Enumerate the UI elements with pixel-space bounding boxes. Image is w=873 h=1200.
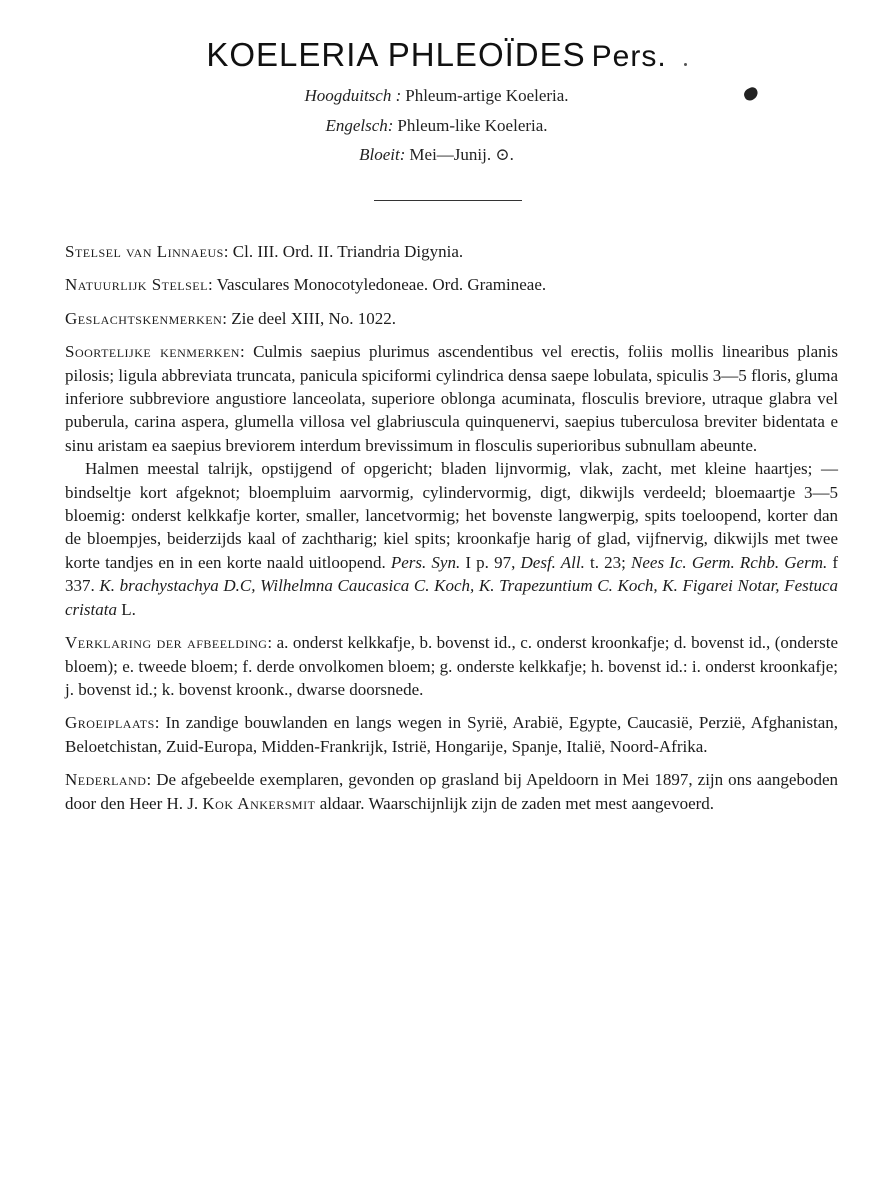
flowering-line bbox=[0, 145, 873, 165]
synonym-author: L. bbox=[121, 599, 136, 619]
english-name: Phleum-like Koeleria. bbox=[397, 116, 548, 135]
linnaeus-text: Cl. III. Ord. II. Triandria Digynia. bbox=[232, 242, 464, 261]
english-label: Engelsch: bbox=[325, 116, 394, 135]
flowering-label: Bloeit: bbox=[359, 145, 406, 164]
german-label: Hoogduitsch : bbox=[304, 86, 402, 105]
reference-plate: t. 23; bbox=[590, 552, 626, 572]
synonyms: K. brachystachya D.C, Wilhelmna Caucasica C. Koch, K. Trapezuntium C. Koch, K. Figarei Notar, Festuca cristata bbox=[65, 576, 838, 619]
reference-page: I p. 97, bbox=[465, 552, 516, 572]
habitat-section: Groeiplaats: In zandige bouwlanden en langs wegen in Syrië, Arabië, Egypte, Caucasië, Perzië, Afghanistan, Beloetchistan, Zuid-Europa, Midden-Frankrijk, Istrië, Hongarije, Spanje, Italië, Noord-Afrika. bbox=[65, 713, 838, 756]
natural-system-section: Natuurlijk Stelsel: Vasculares Monocotyledoneae. Ord. Gramineae. bbox=[65, 275, 547, 295]
genus-characters-text: Zie deel XIII, No. 1022. bbox=[231, 308, 397, 328]
author-abbrev: Pers. bbox=[591, 40, 667, 73]
reference-figure: f 337. bbox=[65, 552, 839, 596]
netherlands-text: De afgebeelde exemplaren, gevonden op grasland bij Apeldoorn in Mei 1897, zijn ons aangeboden door den Heer H. J. bbox=[65, 770, 838, 813]
species-characters-label: Soortelijke kenmerken bbox=[65, 342, 240, 362]
german-name-line bbox=[0, 86, 873, 106]
page-title bbox=[0, 36, 873, 74]
netherlands-section: Nederland: De afgebeelde exemplaren, gevonden op grasland bij Apeldoorn in Mei 1897, zijn ons aangeboden door den Heer H. J. Kok Ankersmit aldaar. Waarschijnlijk zijn de zaden met mest aangevoerd. bbox=[65, 770, 838, 813]
explanation-text: a. onderst kelkkafje, b. bovenst id., c. onderst kroonkafje; d. bovenst id., (onderste bloem); e. tweede bloem; f. derde onvolkomen bloem; g. onderste kelkkafje; h. bovenst id.: i. onderst kroonkafje; j. bovenst id.; k. bovenst kroonk., dwarse doorsnede. bbox=[65, 633, 838, 699]
species-characters-section: Soortelijke kenmerken: Culmis saepius plurimus ascendentibus vel erectis, foliis mollis linearibus planis pilosis; ligula abbreviata truncata, panicula spiciformi cylindrica densa saepe lobulata, spiculis 3—5 floris, gluma inferiore subbreviore angustiore lanceolata, superiore oblonga acuminata, flosculis breviore, utraque glabra vel puberula, carina aspera, glumella villosa vel glabriuscula quinquenervi, saepius tuberculosa breviter bidentata e sinu aristam ea saepius breviorem interdum brevissimum in flosculis superioribus subnullam abeunte. bbox=[65, 342, 838, 455]
linnaeus-label: Stelsel van Linnaeus bbox=[65, 242, 224, 261]
flowering-period: Mei—Junij. ⊙. bbox=[409, 145, 514, 164]
reference-desfontaines: Desf. All. bbox=[520, 552, 585, 572]
english-name-line bbox=[0, 116, 873, 136]
divider-rule bbox=[374, 200, 522, 201]
species-characters-text: Culmis saepius plurimus ascendentibus vel erectis, foliis mollis linearibus planis pilosis; ligula abbreviata truncata, panicula spiciformi cylindrica densa saepe lobulata, spiculis 3—5 floris, gluma inferiore subbreviore angustiore lanceolata, superiore oblonga acuminata, flosculis breviore, utraque glabra vel puberula, carina aspera, glumella villosa vel glabriuscula quinquenervi, saepius tuberculosa breviter bidentata e sinu aristam ea saepius breviorem interdum brevissimum in flosculis superioribus subnullam abeunte. bbox=[65, 342, 838, 455]
dutch-description-text: Halmen meestal talrijk, opstijgend of opgericht; bladen lijnvormig, vlak, zacht, met kleine haartjes; — bindseltje kort afgeknot; bloempluim aarvormig, cylindervormig, digt, dikwijls verdeeld; bloemaartje 3—5 bloemig: onderst kelkkafje korter, smaller, lancetvormig; het bovenste langwerpig, spits toeloopend, korter dan de bloempjes, beiderzijds kaal of zachtharig; kiel spits; kroonkafje harig of glad, vijfnervig, dikwijls met twee korte tandjes en in een korte naald uitloopend. bbox=[65, 459, 838, 572]
print-speck bbox=[684, 63, 687, 66]
natural-system-text: Vasculares Monocotyledoneae. Ord. Gramineae. bbox=[216, 275, 547, 295]
dutch-description bbox=[65, 457, 838, 621]
reference-nees: Nees Ic. Germ. Rchb. Germ. bbox=[631, 552, 828, 572]
linnaeus-section: Stelsel van Linnaeus: Cl. III. Ord. II. Triandria Digynia. bbox=[65, 242, 464, 261]
reference-persoon: Pers. Syn. bbox=[390, 552, 461, 572]
genus-characters-section: Geslachtskenmerken: Zie deel XIII, No. 1022. bbox=[65, 308, 397, 328]
donor-name: Kok Ankersmit bbox=[202, 793, 316, 813]
netherlands-text-end: aldaar. Waarschijnlijk zijn de zaden met mest aangevoerd. bbox=[319, 793, 715, 813]
german-name: Phleum-artige Koeleria. bbox=[405, 86, 569, 105]
explanation-section: Verklaring der afbeelding: a. onderst kelkkafje, b. bovenst id., c. onderst kroonkafje; d. bovenst id., (onderste bloem); e. tweede bloem; f. derde onvolkomen bloem; g. onderste kelkkafje; h. bovenst id.: i. onderst kroonkafje; j. bovenst id.; k. bovenst kroonk., dwarse doorsnede. bbox=[65, 633, 838, 699]
body-text bbox=[65, 240, 838, 815]
habitat-text: In zandige bouwlanden en langs wegen in Syrië, Arabië, Egypte, Caucasië, Perzië, Afghanistan, Beloetchistan, Zuid-Europa, Midden-Frankrijk, Istrië, Hongarije, Spanje, Italië, Noord-Afrika. bbox=[65, 713, 838, 756]
genus-characters-label: Geslachtskenmerken bbox=[65, 308, 223, 328]
species-name: KOELERIA PHLEOÏDES bbox=[206, 36, 586, 73]
natural-system-label: Natuurlijk Stelsel bbox=[65, 275, 208, 295]
explanation-label: Verklaring der afbeelding bbox=[65, 633, 268, 653]
habitat-label: Groeiplaats bbox=[65, 713, 155, 733]
netherlands-label: Nederland bbox=[65, 770, 147, 790]
